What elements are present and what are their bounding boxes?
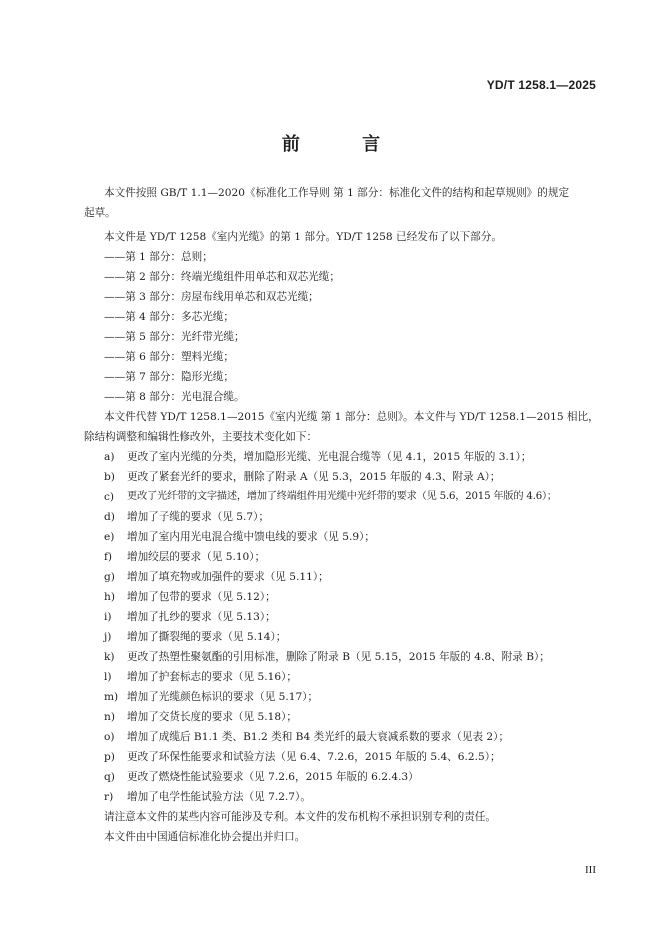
change-item-text: 增加了护套标志的要求（见 5.16）； <box>127 671 297 683</box>
change-list-item <box>0 650 662 664</box>
change-list-item <box>0 750 662 764</box>
part-list-item: ——第 5 部分：光纤带光缆； <box>104 331 245 343</box>
intro-paragraph-line-2: 起草。 <box>84 207 116 219</box>
intro-paragraph-2: 本文件是 YD/T 1258《室内光缆》的第 1 部分。YD/T 1258 已经发布了以下部分。 <box>104 231 502 243</box>
change-item-text: 增加了成缆后 B1.1 类、B1.2 类和 B4 类光纤的最大衰减系数的要求（见表 2）； <box>127 731 510 743</box>
change-item-letter: n) <box>104 711 115 723</box>
change-item-text: 增加了交货长度的要求（见 5.18）； <box>127 711 297 723</box>
change-list-item <box>0 790 662 804</box>
change-item-text: 增加了电学性能试验方法（见 7.2.7）。 <box>127 791 311 803</box>
replacement-paragraph-line-1: 本文件代替 YD/T 1258.1—2015《室内光缆 第 1 部分：总则》。本文件与 YD/T 1258.1—2015 相比， <box>104 411 599 423</box>
change-list-item <box>0 710 662 724</box>
proposer-statement: 本文件由中国通信标准化协会提出并归口。 <box>104 831 306 843</box>
change-item-text: 增加绞层的要求（见 5.10）； <box>127 551 266 563</box>
change-item-text: 增加了填充物或加强件的要求（见 5.11）； <box>127 571 329 583</box>
change-item-text: 增加了撕裂绳的要求（见 5.14）； <box>127 631 287 643</box>
change-item-letter: p) <box>104 751 115 763</box>
part-list-item: ——第 2 部分：终端光缆组件用单芯和双芯光缆； <box>104 271 340 283</box>
document-code: YD/T 1258.1—2025 <box>486 78 596 92</box>
change-item-letter: q) <box>104 771 115 783</box>
change-item-letter: o) <box>104 731 115 743</box>
change-list-item <box>0 450 662 464</box>
part-list-item: ——第 6 部分：塑料光缆； <box>104 351 235 363</box>
patent-notice: 请注意本文件的某些内容可能涉及专利。本文件的发布机构不承担识别专利的责任。 <box>104 811 496 823</box>
change-item-letter: e) <box>104 531 115 543</box>
intro-paragraph-line-1: 本文件按照 GB/T 1.1—2020《标准化工作导则 第 1 部分：标准化文件的结构和起草规则》的规定 <box>104 187 570 199</box>
part-list-item: ——第 8 部分：光电混合缆。 <box>104 391 245 403</box>
change-item-text: 更改了室内光缆的分类，增加隐形光缆、光电混合缆等（见 4.1，2015 年版的 3.1）； <box>127 451 532 463</box>
change-item-letter: i) <box>104 611 112 623</box>
change-list-item <box>0 470 662 484</box>
change-list-item <box>0 670 662 684</box>
change-list-item <box>0 570 662 584</box>
change-item-letter: g) <box>104 571 115 583</box>
part-list-item: ——第 3 部分：房屋布线用单芯和双芯光缆； <box>104 291 319 303</box>
change-item-text: 更改了热塑性聚氨酯的引用标准，删除了附录 B（见 5.15，2015 年版的 4.8、附录 B）； <box>127 651 550 663</box>
page-number: III <box>585 864 596 876</box>
change-list-item <box>0 530 662 544</box>
change-list-item <box>0 630 662 644</box>
change-item-letter: k) <box>104 651 115 663</box>
change-item-letter: r) <box>104 791 114 803</box>
change-list-item <box>0 550 662 564</box>
change-item-letter: f) <box>104 551 113 563</box>
change-item-text: 更改了环保性能要求和试验方法（见 6.4、7.2.6，2015 年版的 5.4、6.2.5）； <box>127 751 501 763</box>
change-item-text: 增加了室内用光电混合缆中馈电线的要求（见 5.9）； <box>127 531 375 543</box>
change-item-letter: a) <box>104 451 115 463</box>
change-item-letter: j) <box>104 631 112 643</box>
change-item-letter: c) <box>104 491 115 503</box>
change-list-item <box>0 770 662 784</box>
change-item-letter: m) <box>104 691 119 703</box>
change-item-text: 增加了包带的要求（见 5.12）； <box>127 591 276 603</box>
change-item-letter: h) <box>104 591 115 603</box>
change-item-letter: l) <box>104 671 112 683</box>
change-item-text: 增加了子缆的要求（见 5.7）； <box>127 511 270 523</box>
part-list-item: ——第 4 部分：多芯光缆； <box>104 311 235 323</box>
change-item-text: 更改了光纤带的文字描述，增加了终端组件用光缆中光纤带的要求（见 5.6，2015 年版的 4.6）； <box>127 491 557 502</box>
replacement-paragraph-line-2: 除结构调整和编辑性修改外，主要技术变化如下： <box>84 431 318 443</box>
change-list-item <box>0 490 662 504</box>
change-item-letter: b) <box>104 471 115 483</box>
change-list-item <box>0 690 662 704</box>
part-list-item: ——第 7 部分：隐形光缆； <box>104 371 235 383</box>
change-list-item <box>0 510 662 524</box>
change-item-text: 更改了燃烧性能试验要求（见 7.2.6，2015 年版的 6.2.4.3） <box>127 771 419 783</box>
change-list-item <box>0 730 662 744</box>
change-item-text: 增加了光缆颜色标识的要求（见 5.17）； <box>127 691 319 703</box>
change-item-text: 更改了紧套光纤的要求，删除了附录 A（见 5.3，2015 年版的 4.3、附录 A）； <box>127 471 501 483</box>
part-list-item: ——第 1 部分：总则； <box>104 251 213 263</box>
change-item-letter: d) <box>104 511 115 523</box>
change-list-item <box>0 590 662 604</box>
page-title: 前 言 <box>281 134 409 155</box>
change-item-text: 增加了扎纱的要求（见 5.13）； <box>127 611 276 623</box>
change-list-item <box>0 610 662 624</box>
